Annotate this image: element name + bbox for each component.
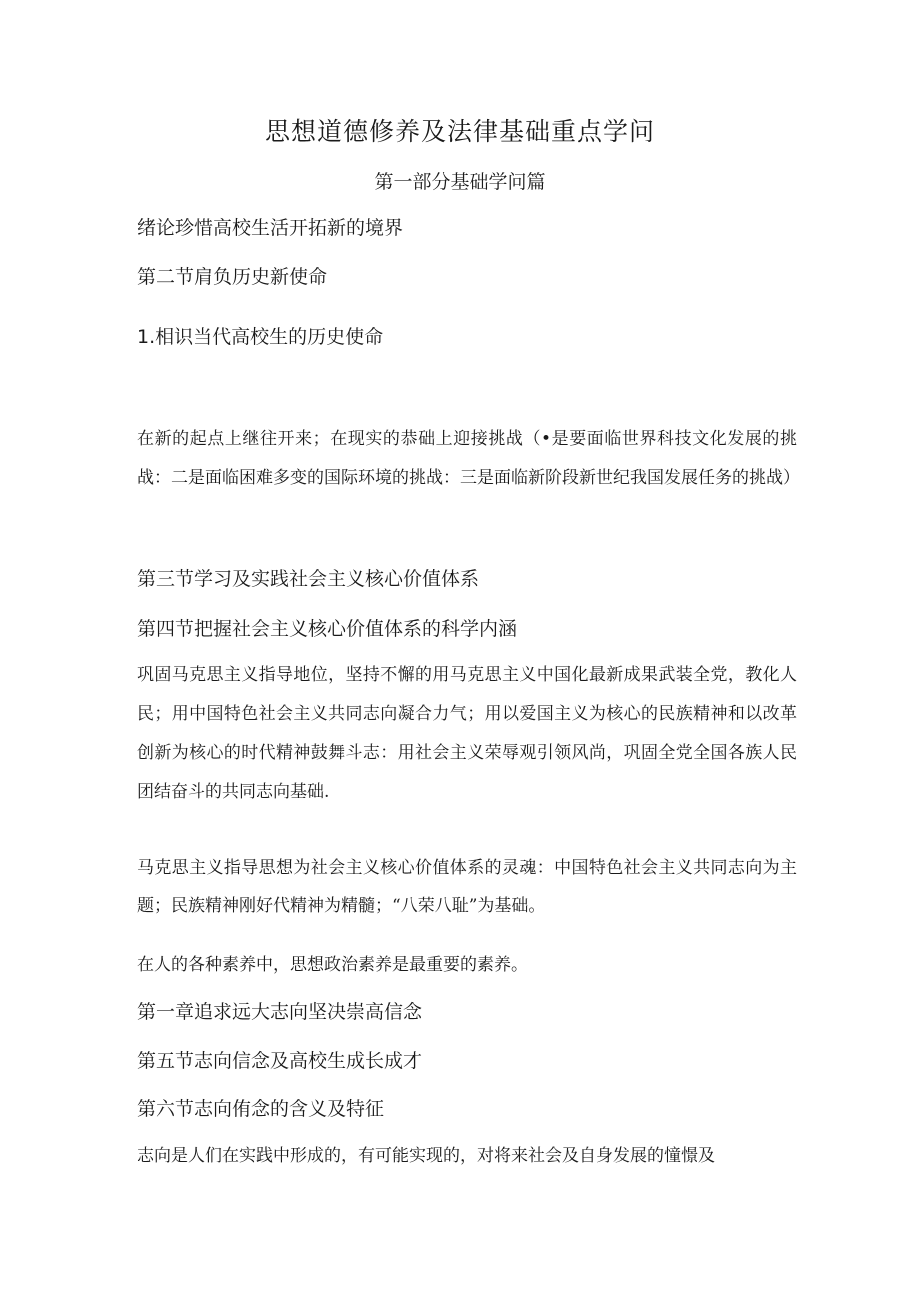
- paragraph-historic-mission: 在新的起点上继往开来；在现实的恭础上迎接挑战（•是要面临世界科技文化发展的挑战：二是面临困难多变的国际环境的挑战：三是面临新阶段新世纪我国发展任务的挑战）: [137, 429, 800, 488]
- heading-chapter-1: 第一章追求远大志向坚决崇高信念: [137, 1001, 423, 1023]
- heading-section-4: 第四节把握社会主义核心价值体系的科学内涵: [137, 618, 518, 640]
- heading-section-3: 第三节学习及实践社会主义核心价值体系: [137, 568, 480, 590]
- document-title: 思想道德修养及法律基础重点学问: [264, 117, 655, 146]
- heading-section-5: 第五节志向信念及高校生成长成才: [137, 1050, 423, 1072]
- heading-section-2-item-1: 1.相识当代高校生的历史使命: [137, 326, 384, 348]
- paragraph-political-quality: 在人的各种素养中，思想政治素养是最重要的素养。: [137, 955, 528, 975]
- heading-section-2: 第二节肩负历史新使命: [137, 266, 328, 288]
- heading-introduction: 绪论珍惜高校生活开拓新的境界: [137, 217, 404, 239]
- heading-section-6: 第六节志向侑念的含义及特征: [137, 1098, 385, 1120]
- document-subtitle: 第一部分基础学问篇: [374, 171, 546, 193]
- paragraph-ideal-definition: 志向是人们在实践中形成的，有可能实现的，对将来社会及自身发展的憧憬及: [137, 1146, 715, 1166]
- paragraph-core-values-content: 巩固马克思主义指导地位，坚持不懈的用马克思主义中国化最新成果武装全党，教化人民；用中国特色社会主义共同志向凝合力气；用以爱国主义为核心的民族精神和以改革创新为核心的时代精神鼓舞斗志：用社会主义荣辱观引领风尚，巩固全党全国各族人民团结奋斗的共同志向基础.: [137, 665, 797, 802]
- paragraph-core-values-structure: 马克思主义指导思想为社会主义核心价值体系的灵魂：中国特色社会主义共同志向为主题；民族精神刚好代精神为精髓；“八荣八耻”为基础。: [137, 858, 797, 916]
